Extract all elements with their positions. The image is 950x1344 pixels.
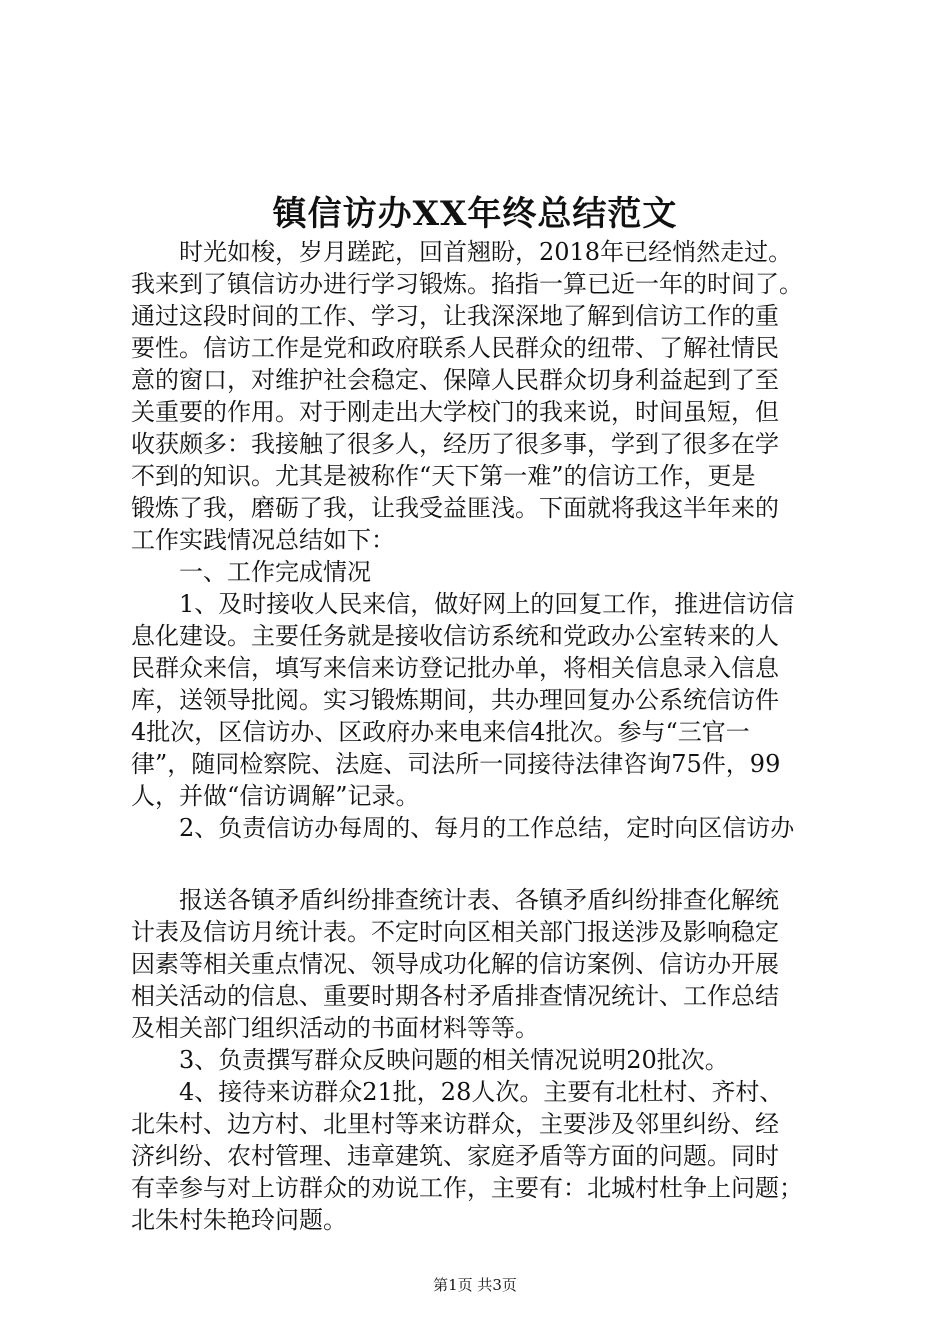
paragraph-line: 因素等相关重点情况、领导成功化解的信访案例、信访办开展 — [131, 950, 779, 978]
paragraph-line: 济纠纷、农村管理、违章建筑、家庭矛盾等方面的问题。同时 — [131, 1142, 779, 1170]
paragraph-line: 意的窗口，对维护社会稳定、保障人民群众切身利益起到了至 — [131, 366, 779, 394]
paragraph-line: 工作实践情况总结如下： — [131, 526, 395, 554]
document-title: 镇信访办XX年终总结范文 — [272, 194, 678, 234]
paragraph-line: 锻炼了我，磨砺了我，让我受益匪浅。下面就将我这半年来的 — [131, 494, 779, 522]
paragraph-line: 关重要的作用。对于刚走出大学校门的我来说，时间虽短，但 — [131, 398, 779, 426]
paragraph-line: 北朱村、边方村、北里村等来访群众，主要涉及邻里纠纷、经 — [131, 1110, 779, 1138]
paragraph-line: 4、接待来访群众21批，28人次。主要有北杜村、齐村、 — [131, 1078, 784, 1106]
paragraph-line: 3、负责撰写群众反映问题的相关情况说明20批次。 — [131, 1046, 729, 1074]
paragraph-line: 要性。信访工作是党和政府联系人民群众的纽带、了解社情民 — [131, 334, 779, 362]
paragraph-line: 有幸参与对上访群众的劝说工作，主要有：北城村杜争上问题； — [131, 1174, 803, 1202]
paragraph-line: 人，并做“信访调解”记录。 — [131, 782, 420, 810]
paragraph-line: 不到的知识。尤其是被称作“天下第一难”的信访工作，更是 — [131, 462, 756, 490]
paragraph-line: 4批次，区信访办、区政府办来电来信4批次。参与“三官一 — [131, 718, 750, 746]
paragraph-line: 北朱村朱艳玲问题。 — [131, 1206, 347, 1234]
paragraph-line: 相关活动的信息、重要时期各村矛盾排查情况统计、工作总结 — [131, 982, 779, 1010]
paragraph-line: 报送各镇矛盾纠纷排查统计表、各镇矛盾纠纷排查化解统 — [131, 886, 779, 914]
paragraph-line: 1、及时接收人民来信，做好网上的回复工作，推进信访信 — [131, 590, 795, 618]
paragraph-line: 息化建设。主要任务就是接收信访系统和党政办公室转来的人 — [131, 622, 779, 650]
page-footer: 第1页 共3页 — [433, 1276, 517, 1294]
paragraph-line: 及相关部门组织活动的书面材料等等。 — [131, 1014, 539, 1042]
paragraph-line: 时光如梭，岁月蹉跎，回首翘盼，2018年已经悄然走过。 — [131, 238, 793, 266]
paragraph-line: 我来到了镇信访办进行学习锻炼。掐指一算已近一年的时间了。 — [131, 270, 803, 298]
paragraph-line: 通过这段时间的工作、学习，让我深深地了解到信访工作的重 — [131, 302, 779, 330]
paragraph-line: 2、负责信访办每周的、每月的工作总结，定时向区信访办 — [131, 814, 795, 842]
paragraph-line: 计表及信访月统计表。不定时向区相关部门报送涉及影响稳定 — [131, 918, 779, 946]
paragraph-line: 库，送领导批阅。实习锻炼期间，共办理回复办公系统信访件 — [131, 686, 779, 714]
paragraph-line: 一、工作完成情况 — [131, 558, 371, 586]
paragraph-line: 民群众来信，填写来信来访登记批办单，将相关信息录入信息 — [131, 654, 779, 682]
paragraph-line: 律”，随同检察院、法庭、司法所一同接待法律咨询75件，99 — [131, 750, 781, 778]
paragraph-line: 收获颇多：我接触了很多人，经历了很多事，学到了很多在学 — [131, 430, 779, 458]
